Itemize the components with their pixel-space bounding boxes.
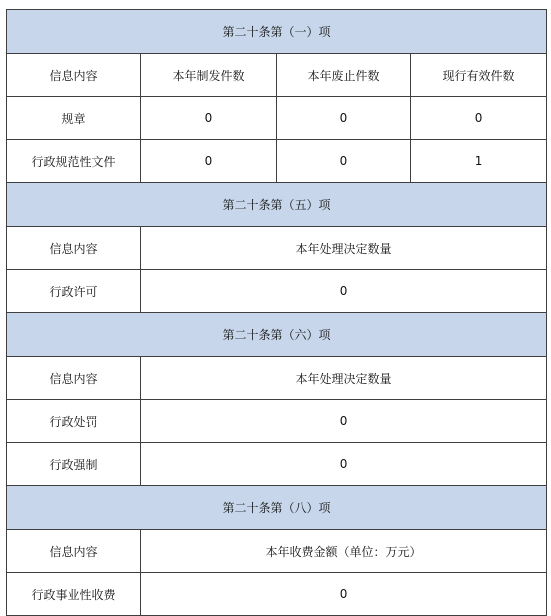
table-cell: 0: [141, 573, 547, 616]
table-row: [7, 270, 547, 313]
column-header: 本年废止件数: [277, 54, 411, 97]
row-label: 行政规范性文件: [7, 140, 141, 183]
section-title: 第二十条第（五）项: [7, 183, 547, 227]
section-title: 第二十条第（六）项: [7, 313, 547, 357]
column-header: 本年处理决定数量: [141, 227, 547, 270]
column-header: 信息内容: [7, 357, 141, 400]
table-row: [7, 97, 547, 140]
table-row: [7, 573, 547, 616]
column-header: 本年处理决定数量: [141, 357, 547, 400]
row-label: 行政许可: [7, 270, 141, 313]
table-cell: 1: [411, 140, 547, 183]
section-title: 第二十条第（一）项: [7, 10, 547, 54]
column-header: 现行有效件数: [411, 54, 547, 97]
table-cell: 0: [411, 97, 547, 140]
section-header-row: [7, 183, 547, 227]
table-cell: 0: [141, 140, 277, 183]
column-header: 本年制发件数: [141, 54, 277, 97]
table-row: [7, 400, 547, 443]
disclosure-table: [6, 9, 547, 616]
table-cell: 0: [277, 140, 411, 183]
table-cell: 0: [141, 97, 277, 140]
section-header-row: [7, 10, 547, 54]
row-label: 行政处罚: [7, 400, 141, 443]
table-row: [7, 140, 547, 183]
row-label: 行政强制: [7, 443, 141, 486]
table-row: [7, 443, 547, 486]
column-header-row: [7, 530, 547, 573]
table-cell: 0: [141, 400, 547, 443]
row-label: 规章: [7, 97, 141, 140]
section-title: 第二十条第（八）项: [7, 486, 547, 530]
column-header: 信息内容: [7, 530, 141, 573]
column-header: 信息内容: [7, 54, 141, 97]
row-label: 行政事业性收费: [7, 573, 141, 616]
column-header: 本年收费金额（单位：万元）: [141, 530, 547, 573]
column-header-row: [7, 54, 547, 97]
table-cell: 0: [141, 270, 547, 313]
column-header-row: [7, 227, 547, 270]
table-cell: 0: [141, 443, 547, 486]
column-header: 信息内容: [7, 227, 141, 270]
table-cell: 0: [277, 97, 411, 140]
section-header-row: [7, 313, 547, 357]
section-header-row: [7, 486, 547, 530]
column-header-row: [7, 357, 547, 400]
